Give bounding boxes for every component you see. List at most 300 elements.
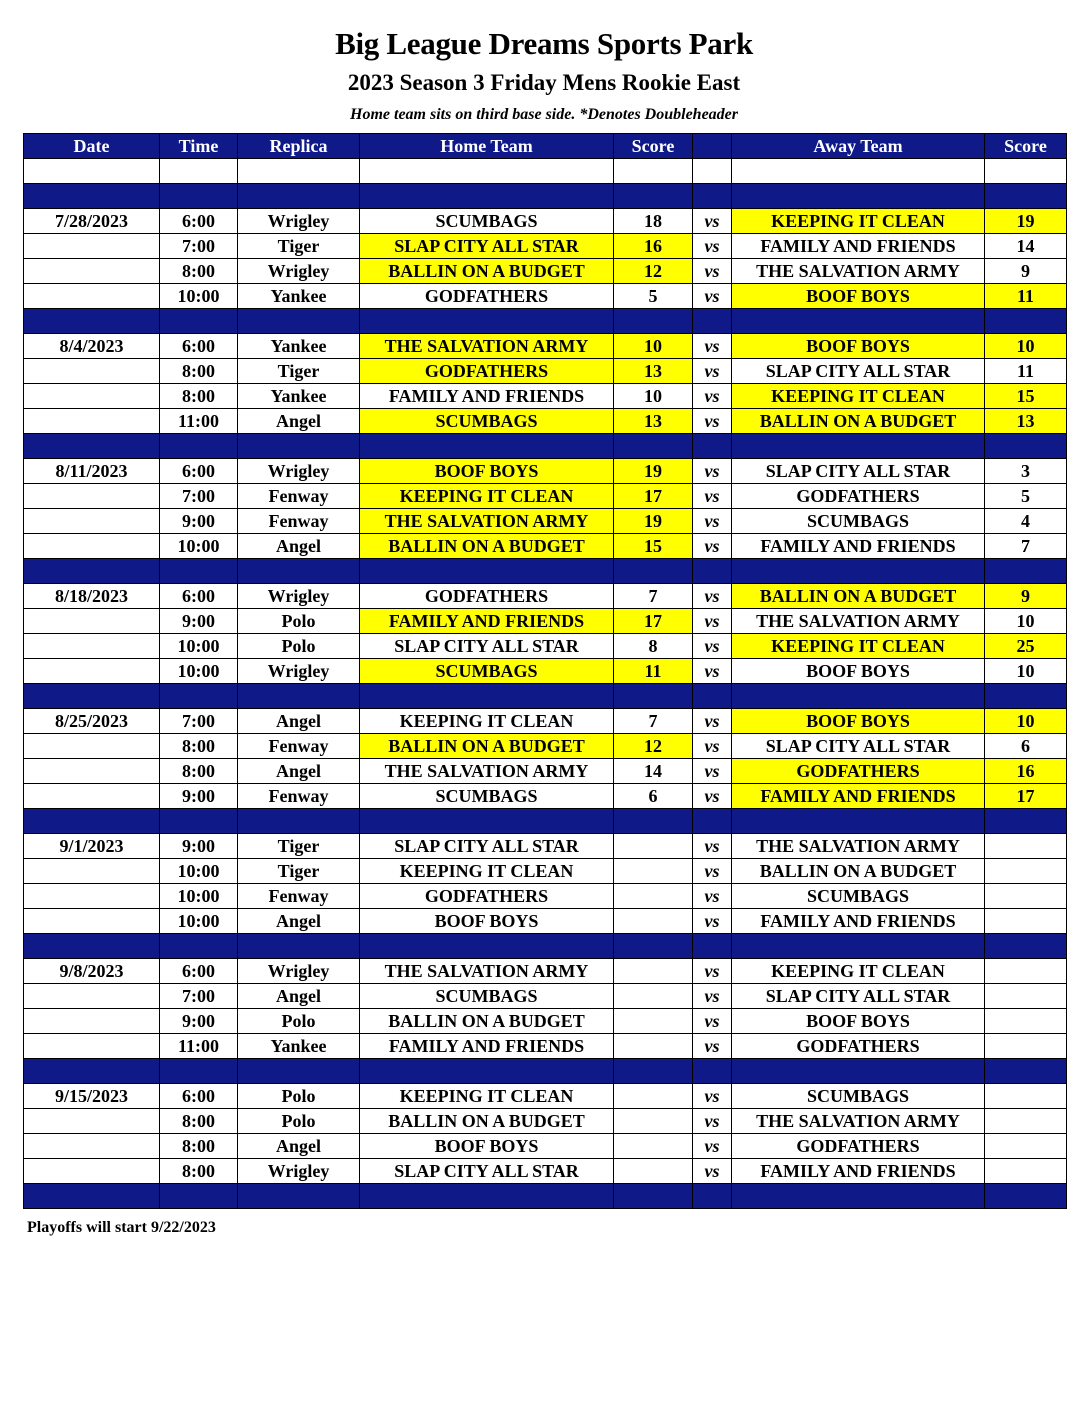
home-team: KEEPING IT CLEAN: [360, 709, 614, 734]
away-score: 10: [985, 609, 1067, 634]
away-score: 10: [985, 659, 1067, 684]
col-header-home-score: Score: [614, 134, 693, 159]
away-score: 7: [985, 534, 1067, 559]
vs-label: vs: [693, 209, 732, 234]
away-team: BALLIN ON A BUDGET: [732, 409, 985, 434]
home-team: THE SALVATION ARMY: [360, 509, 614, 534]
game-date: 9/1/2023: [24, 834, 160, 859]
col-header-replica: Replica: [238, 134, 360, 159]
game-row: [24, 409, 1067, 434]
home-team: THE SALVATION ARMY: [360, 959, 614, 984]
home-team: BOOF BOYS: [360, 909, 614, 934]
away-score: [985, 909, 1067, 934]
home-score: 8: [614, 634, 693, 659]
home-team: THE SALVATION ARMY: [360, 759, 614, 784]
page-subtitle: 2023 Season 3 Friday Mens Rookie East: [347, 70, 741, 95]
game-row: [24, 534, 1067, 559]
home-score: [614, 909, 693, 934]
game-row: [24, 709, 1067, 734]
home-score: [614, 1134, 693, 1159]
game-time: 8:00: [160, 384, 238, 409]
game-time: 9:00: [160, 609, 238, 634]
game-time: 9:00: [160, 784, 238, 809]
vs-label: vs: [693, 609, 732, 634]
away-team: FAMILY AND FRIENDS: [732, 534, 985, 559]
game-replica: Polo: [238, 1084, 360, 1109]
away-team: FAMILY AND FRIENDS: [732, 784, 985, 809]
home-team: BOOF BOYS: [360, 459, 614, 484]
home-team: KEEPING IT CLEAN: [360, 859, 614, 884]
week-separator-row: [24, 184, 1067, 209]
home-team: SCUMBAGS: [360, 409, 614, 434]
away-score: [985, 1109, 1067, 1134]
home-score: [614, 1084, 693, 1109]
game-time: 10:00: [160, 634, 238, 659]
away-team: SLAP CITY ALL STAR: [732, 984, 985, 1009]
game-row: [24, 609, 1067, 634]
game-date: [24, 984, 160, 1009]
game-replica: Tiger: [238, 234, 360, 259]
game-time: 8:00: [160, 734, 238, 759]
away-score: 16: [985, 759, 1067, 784]
away-team: THE SALVATION ARMY: [732, 259, 985, 284]
home-score: 6: [614, 784, 693, 809]
game-replica: Tiger: [238, 859, 360, 884]
game-time: 6:00: [160, 209, 238, 234]
away-team: BOOF BOYS: [732, 709, 985, 734]
away-team: KEEPING IT CLEAN: [732, 634, 985, 659]
away-team: FAMILY AND FRIENDS: [732, 234, 985, 259]
game-row: [24, 484, 1067, 509]
game-date: [24, 484, 160, 509]
game-replica: Fenway: [238, 734, 360, 759]
home-score: 13: [614, 359, 693, 384]
away-team: BALLIN ON A BUDGET: [732, 859, 985, 884]
game-replica: Polo: [238, 634, 360, 659]
page-title: Big League Dreams Sports Park: [335, 26, 753, 61]
home-score: 12: [614, 259, 693, 284]
away-score: [985, 884, 1067, 909]
away-team: BOOF BOYS: [732, 659, 985, 684]
vs-label: vs: [693, 959, 732, 984]
game-time: 9:00: [160, 1009, 238, 1034]
away-team: SCUMBAGS: [732, 884, 985, 909]
game-replica: Polo: [238, 609, 360, 634]
game-time: 6:00: [160, 959, 238, 984]
home-score: 13: [614, 409, 693, 434]
header-row: [24, 134, 1067, 159]
col-header-away-team: Away Team: [732, 134, 985, 159]
away-score: 10: [985, 334, 1067, 359]
away-score: [985, 1134, 1067, 1159]
game-date: [24, 909, 160, 934]
game-date: 8/11/2023: [24, 459, 160, 484]
game-replica: Angel: [238, 709, 360, 734]
vs-label: vs: [693, 1009, 732, 1034]
away-team: SCUMBAGS: [732, 509, 985, 534]
game-date: [24, 884, 160, 909]
vs-label: vs: [693, 259, 732, 284]
vs-label: vs: [693, 984, 732, 1009]
away-score: 25: [985, 634, 1067, 659]
game-row: [24, 1009, 1067, 1034]
game-date: 8/4/2023: [24, 334, 160, 359]
away-team: THE SALVATION ARMY: [732, 834, 985, 859]
game-replica: Wrigley: [238, 259, 360, 284]
home-team: BALLIN ON A BUDGET: [360, 1109, 614, 1134]
away-team: GODFATHERS: [732, 484, 985, 509]
vs-label: vs: [693, 584, 732, 609]
home-score: [614, 1109, 693, 1134]
schedule-body: [24, 159, 1067, 1209]
vs-label: vs: [693, 1034, 732, 1059]
game-time: 8:00: [160, 359, 238, 384]
game-replica: Fenway: [238, 884, 360, 909]
game-time: 10:00: [160, 859, 238, 884]
game-row: [24, 459, 1067, 484]
vs-label: vs: [693, 709, 732, 734]
vs-label: vs: [693, 534, 732, 559]
home-team: SCUMBAGS: [360, 659, 614, 684]
game-replica: Wrigley: [238, 659, 360, 684]
col-header-date: Date: [24, 134, 160, 159]
game-date: [24, 234, 160, 259]
game-replica: Tiger: [238, 359, 360, 384]
home-score: [614, 859, 693, 884]
home-score: [614, 1034, 693, 1059]
home-team: SLAP CITY ALL STAR: [360, 234, 614, 259]
game-date: [24, 384, 160, 409]
vs-label: vs: [693, 234, 732, 259]
blank-row: [24, 159, 1067, 184]
game-replica: Wrigley: [238, 459, 360, 484]
game-row: [24, 1034, 1067, 1059]
game-time: 7:00: [160, 984, 238, 1009]
game-replica: Angel: [238, 909, 360, 934]
home-score: 19: [614, 509, 693, 534]
away-score: 19: [985, 209, 1067, 234]
game-row: [24, 634, 1067, 659]
home-score: 12: [614, 734, 693, 759]
vs-label: vs: [693, 659, 732, 684]
game-replica: Yankee: [238, 384, 360, 409]
home-team: BALLIN ON A BUDGET: [360, 1009, 614, 1034]
game-time: 6:00: [160, 1084, 238, 1109]
vs-label: vs: [693, 734, 732, 759]
vs-label: vs: [693, 384, 732, 409]
game-time: 10:00: [160, 534, 238, 559]
game-date: [24, 259, 160, 284]
vs-label: vs: [693, 484, 732, 509]
game-time: 8:00: [160, 1109, 238, 1134]
home-score: 15: [614, 534, 693, 559]
game-row: [24, 759, 1067, 784]
game-date: 8/18/2023: [24, 584, 160, 609]
game-date: 7/28/2023: [24, 209, 160, 234]
game-date: [24, 634, 160, 659]
away-team: KEEPING IT CLEAN: [732, 959, 985, 984]
away-score: [985, 1034, 1067, 1059]
away-score: [985, 1009, 1067, 1034]
away-team: BOOF BOYS: [732, 284, 985, 309]
away-team: FAMILY AND FRIENDS: [732, 1159, 985, 1184]
game-row: [24, 509, 1067, 534]
vs-label: vs: [693, 359, 732, 384]
game-time: 11:00: [160, 1034, 238, 1059]
game-row: [24, 834, 1067, 859]
game-time: 8:00: [160, 759, 238, 784]
game-row: [24, 734, 1067, 759]
col-header-home-team: Home Team: [360, 134, 614, 159]
game-date: [24, 734, 160, 759]
week-separator-row: [24, 809, 1067, 834]
home-team: KEEPING IT CLEAN: [360, 1084, 614, 1109]
home-score: 10: [614, 384, 693, 409]
game-row: [24, 1159, 1067, 1184]
game-date: [24, 609, 160, 634]
home-team: KEEPING IT CLEAN: [360, 484, 614, 509]
week-separator-row: [24, 434, 1067, 459]
game-replica: Yankee: [238, 284, 360, 309]
home-score: 19: [614, 459, 693, 484]
week-separator-row: [24, 684, 1067, 709]
vs-label: vs: [693, 909, 732, 934]
game-replica: Wrigley: [238, 959, 360, 984]
away-score: 4: [985, 509, 1067, 534]
away-score: 11: [985, 284, 1067, 309]
game-replica: Yankee: [238, 334, 360, 359]
home-team: FAMILY AND FRIENDS: [360, 1034, 614, 1059]
home-score: 5: [614, 284, 693, 309]
away-score: 6: [985, 734, 1067, 759]
schedule-note: Home team sits on third base side. *Denotes Doubleheader: [350, 106, 738, 123]
game-row: [24, 784, 1067, 809]
home-team: BOOF BOYS: [360, 1134, 614, 1159]
game-date: [24, 784, 160, 809]
game-replica: Wrigley: [238, 1159, 360, 1184]
vs-label: vs: [693, 834, 732, 859]
vs-label: vs: [693, 634, 732, 659]
game-time: 9:00: [160, 509, 238, 534]
away-team: BOOF BOYS: [732, 334, 985, 359]
game-time: 7:00: [160, 484, 238, 509]
game-time: 6:00: [160, 334, 238, 359]
away-team: FAMILY AND FRIENDS: [732, 909, 985, 934]
vs-label: vs: [693, 1084, 732, 1109]
home-score: 7: [614, 709, 693, 734]
away-score: [985, 1159, 1067, 1184]
vs-label: vs: [693, 859, 732, 884]
game-date: [24, 1134, 160, 1159]
away-score: [985, 959, 1067, 984]
away-score: [985, 984, 1067, 1009]
away-team: GODFATHERS: [732, 759, 985, 784]
game-row: [24, 384, 1067, 409]
game-row: [24, 284, 1067, 309]
away-team: GODFATHERS: [732, 1134, 985, 1159]
away-score: 9: [985, 584, 1067, 609]
away-team: SLAP CITY ALL STAR: [732, 459, 985, 484]
home-team: FAMILY AND FRIENDS: [360, 384, 614, 409]
game-date: [24, 859, 160, 884]
game-replica: Angel: [238, 984, 360, 1009]
game-row: [24, 334, 1067, 359]
game-row: [24, 1134, 1067, 1159]
away-team: THE SALVATION ARMY: [732, 609, 985, 634]
schedule-table: [23, 133, 1067, 1209]
vs-label: vs: [693, 1109, 732, 1134]
home-team: SLAP CITY ALL STAR: [360, 1159, 614, 1184]
vs-label: vs: [693, 334, 732, 359]
away-team: SLAP CITY ALL STAR: [732, 734, 985, 759]
home-team: SCUMBAGS: [360, 209, 614, 234]
game-replica: Angel: [238, 759, 360, 784]
home-team: GODFATHERS: [360, 359, 614, 384]
game-replica: Polo: [238, 1109, 360, 1134]
vs-label: vs: [693, 884, 732, 909]
game-time: 6:00: [160, 459, 238, 484]
game-date: [24, 759, 160, 784]
home-score: [614, 834, 693, 859]
col-header-vs: [693, 134, 732, 159]
week-separator-row: [24, 559, 1067, 584]
away-score: [985, 834, 1067, 859]
home-score: 16: [614, 234, 693, 259]
away-score: 9: [985, 259, 1067, 284]
game-date: [24, 1034, 160, 1059]
game-date: [24, 509, 160, 534]
away-team: KEEPING IT CLEAN: [732, 384, 985, 409]
game-date: [24, 359, 160, 384]
playoffs-note: Playoffs will start 9/22/2023: [27, 1219, 216, 1236]
col-header-away-score: Score: [985, 134, 1067, 159]
game-row: [24, 234, 1067, 259]
week-separator-row: [24, 309, 1067, 334]
game-date: 8/25/2023: [24, 709, 160, 734]
game-time: 7:00: [160, 709, 238, 734]
away-score: 14: [985, 234, 1067, 259]
game-date: 9/15/2023: [24, 1084, 160, 1109]
home-score: 17: [614, 609, 693, 634]
vs-label: vs: [693, 1134, 732, 1159]
game-row: [24, 1109, 1067, 1134]
home-score: [614, 884, 693, 909]
game-replica: Angel: [238, 534, 360, 559]
home-score: [614, 1009, 693, 1034]
game-replica: Tiger: [238, 834, 360, 859]
game-time: 11:00: [160, 409, 238, 434]
game-date: [24, 284, 160, 309]
game-date: [24, 534, 160, 559]
home-team: GODFATHERS: [360, 884, 614, 909]
home-team: BALLIN ON A BUDGET: [360, 534, 614, 559]
vs-label: vs: [693, 409, 732, 434]
home-score: 14: [614, 759, 693, 784]
away-score: 3: [985, 459, 1067, 484]
vs-label: vs: [693, 284, 732, 309]
game-row: [24, 359, 1067, 384]
away-score: 10: [985, 709, 1067, 734]
away-team: GODFATHERS: [732, 1034, 985, 1059]
game-date: [24, 659, 160, 684]
away-score: [985, 859, 1067, 884]
away-team: SCUMBAGS: [732, 1084, 985, 1109]
vs-label: vs: [693, 784, 732, 809]
game-time: 7:00: [160, 234, 238, 259]
home-team: GODFATHERS: [360, 584, 614, 609]
game-date: [24, 1109, 160, 1134]
home-score: [614, 984, 693, 1009]
home-team: BALLIN ON A BUDGET: [360, 259, 614, 284]
game-time: 10:00: [160, 284, 238, 309]
game-row: [24, 584, 1067, 609]
home-score: 17: [614, 484, 693, 509]
away-score: 5: [985, 484, 1067, 509]
home-team: GODFATHERS: [360, 284, 614, 309]
home-score: [614, 1159, 693, 1184]
away-score: [985, 1084, 1067, 1109]
game-time: 10:00: [160, 884, 238, 909]
game-replica: Wrigley: [238, 209, 360, 234]
game-time: 10:00: [160, 659, 238, 684]
game-replica: Fenway: [238, 509, 360, 534]
home-score: 18: [614, 209, 693, 234]
vs-label: vs: [693, 1159, 732, 1184]
home-score: 10: [614, 334, 693, 359]
away-score: 13: [985, 409, 1067, 434]
vs-label: vs: [693, 759, 732, 784]
game-time: 8:00: [160, 1159, 238, 1184]
game-time: 6:00: [160, 584, 238, 609]
week-separator-row: [24, 1059, 1067, 1084]
vs-label: vs: [693, 509, 732, 534]
away-team: SLAP CITY ALL STAR: [732, 359, 985, 384]
game-date: [24, 1009, 160, 1034]
game-replica: Wrigley: [238, 584, 360, 609]
game-row: [24, 259, 1067, 284]
home-score: 11: [614, 659, 693, 684]
game-replica: Angel: [238, 1134, 360, 1159]
week-separator-row: [24, 934, 1067, 959]
game-row: [24, 984, 1067, 1009]
game-time: 8:00: [160, 1134, 238, 1159]
home-team: SCUMBAGS: [360, 784, 614, 809]
game-row: [24, 209, 1067, 234]
col-header-time: Time: [160, 134, 238, 159]
game-row: [24, 959, 1067, 984]
game-row: [24, 909, 1067, 934]
week-separator-row: [24, 1184, 1067, 1209]
game-time: 9:00: [160, 834, 238, 859]
game-date: [24, 1159, 160, 1184]
game-replica: Angel: [238, 409, 360, 434]
game-replica: Yankee: [238, 1034, 360, 1059]
game-row: [24, 659, 1067, 684]
home-team: FAMILY AND FRIENDS: [360, 609, 614, 634]
game-replica: Fenway: [238, 484, 360, 509]
game-row: [24, 1084, 1067, 1109]
home-team: BALLIN ON A BUDGET: [360, 734, 614, 759]
game-row: [24, 859, 1067, 884]
home-score: [614, 959, 693, 984]
home-team: SLAP CITY ALL STAR: [360, 834, 614, 859]
home-team: SCUMBAGS: [360, 984, 614, 1009]
away-score: 11: [985, 359, 1067, 384]
game-time: 10:00: [160, 909, 238, 934]
away-team: KEEPING IT CLEAN: [732, 209, 985, 234]
home-team: THE SALVATION ARMY: [360, 334, 614, 359]
game-replica: Polo: [238, 1009, 360, 1034]
